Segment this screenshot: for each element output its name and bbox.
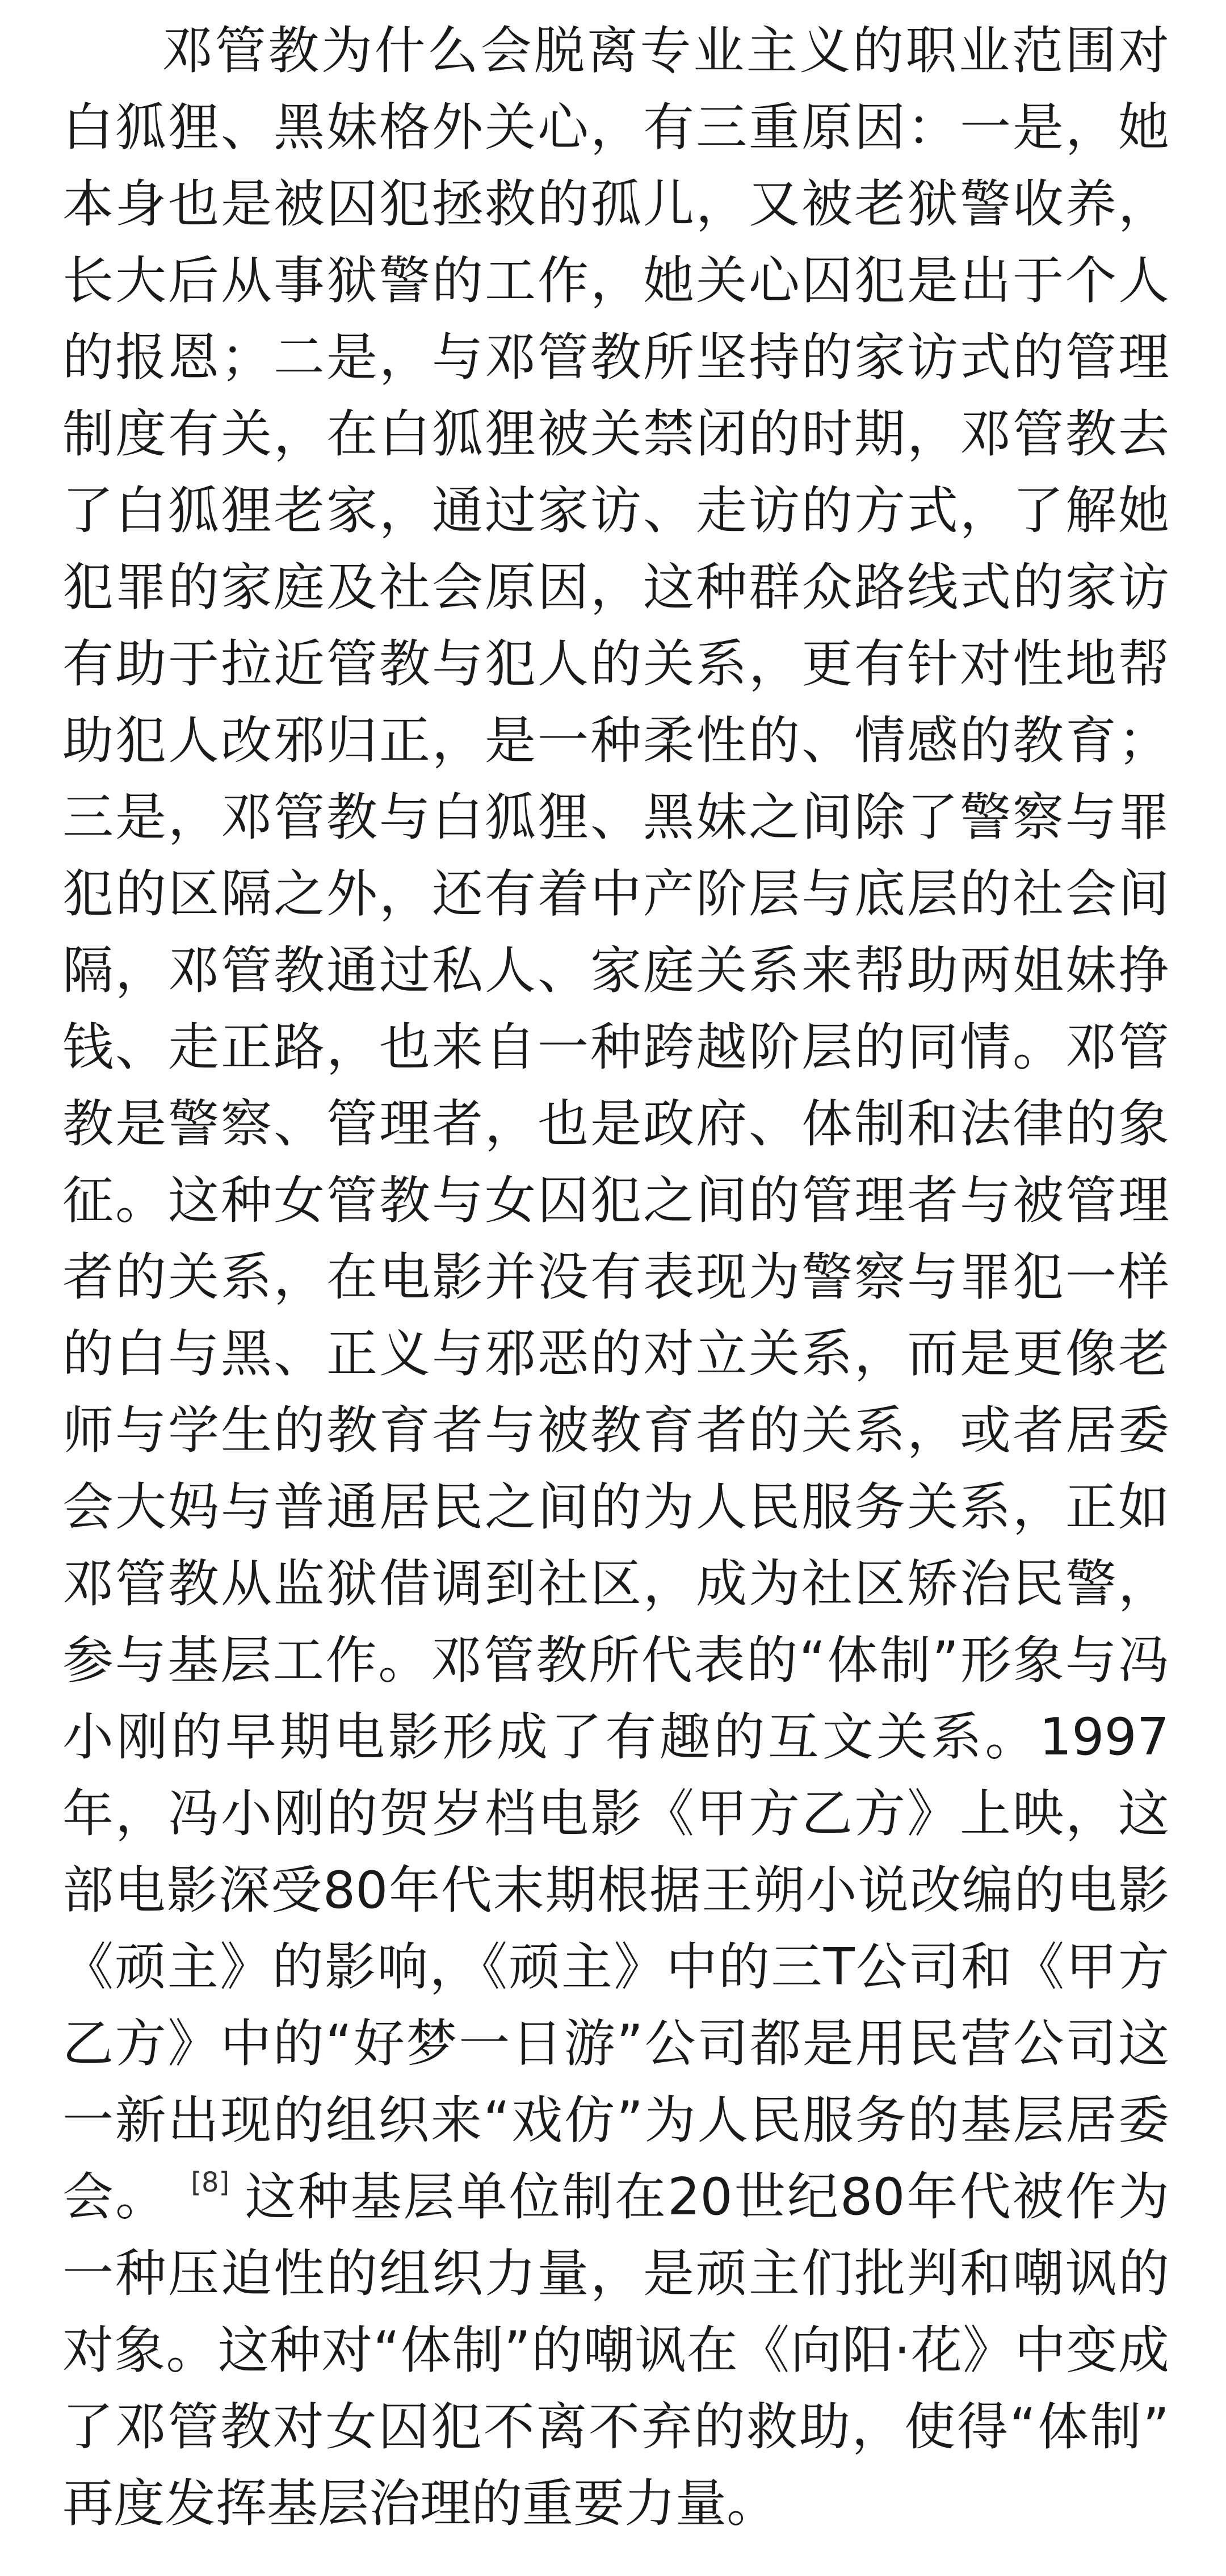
paragraph-line-13: 隔，邓管教通过私人、家庭关系来帮助两姐妹挣 bbox=[62, 941, 1169, 1000]
paragraph-line-17: 者的关系，在电影并没有表现为警察与罪犯一样 bbox=[62, 1247, 1169, 1307]
paragraph-line-32: 了邓管教对女囚犯不离不弃的救助，使得“体制” bbox=[62, 2397, 1170, 2457]
paragraph-line-1: 邓管教为什么会脱离专业主义的职业范围对 bbox=[162, 21, 1169, 81]
paragraph-line-11: 三是，邓管教与白狐狸、黑妹之间除了警察与罪 bbox=[62, 788, 1169, 847]
paragraph-line-21: 邓管教从监狱借调到社区，成为社区矫治民警， bbox=[62, 1554, 1169, 1614]
paragraph-line-3: 本身也是被囚犯拯救的孤儿，又被老狱警收养， bbox=[62, 174, 1169, 234]
paragraph-line-5: 的报恩；二是，与邓管教所坚持的家访式的管理 bbox=[62, 328, 1169, 387]
paragraph-line-10: 助犯人改邪归正，是一种柔性的、情感的教育； bbox=[62, 711, 1169, 770]
paragraph-line-33: 再度发挥基层治理的重要力量。 bbox=[62, 2474, 778, 2533]
paragraph-line-14: 钱、走正路，也来自一种跨越阶层的同情。邓管 bbox=[62, 1017, 1169, 1077]
paragraph-line-31: 对象。这种对“体制”的嘲讽在《向阳·花》中变成 bbox=[62, 2321, 1169, 2380]
paragraph-line-27: 乙方》中的“好梦一日游”公司都是用民营公司这 bbox=[62, 2014, 1170, 2074]
paragraph-line-2: 白狐狸、黑妹格外关心，有三重原因：一是，她 bbox=[62, 98, 1169, 157]
paragraph-line-4: 长大后从事狱警的工作，她关心囚犯是出于个人 bbox=[62, 251, 1169, 311]
paragraph-line-7: 了白狐狸老家，通过家访、走访的方式，了解她 bbox=[62, 481, 1169, 541]
paragraph-line-29-rest: 这种基层单位制在20世纪80年代被作为 bbox=[243, 2167, 1170, 2227]
paragraph-line-18: 的白与黑、正义与邪恶的对立关系，而是更像老 bbox=[62, 1324, 1169, 1384]
paragraph-line-12: 犯的区隔之外，还有着中产阶层与底层的社会间 bbox=[62, 864, 1169, 924]
paragraph-line-29 bbox=[62, 2158, 1169, 2237]
paragraph-line-16: 征。这种女管教与女囚犯之间的管理者与被管理 bbox=[62, 1171, 1169, 1230]
paragraph-line-9: 有助于拉近管教与犯人的关系，更有针对性地帮 bbox=[62, 634, 1169, 694]
paragraph-line-20: 会大妈与普通居民之间的为人民服务关系，正如 bbox=[62, 1477, 1169, 1537]
paragraph-line-8: 犯罪的家庭及社会原因，这种群众路线式的家访 bbox=[62, 558, 1169, 617]
paragraph-line-23: 小刚的早期电影形成了有趣的互文关系。1997 bbox=[62, 1707, 1169, 1767]
paragraph-line-19: 师与学生的教育者与被教育者的关系，或者居委 bbox=[62, 1401, 1169, 1460]
footnote-marker-8[interactable]: [8] bbox=[191, 2167, 230, 2198]
paragraph-line-29-start: 会。 bbox=[62, 2167, 169, 2227]
paragraph-line-6: 制度有关，在白狐狸被关禁闭的时期，邓管教去 bbox=[62, 404, 1169, 464]
paragraph-line-30: 一种压迫性的组织力量，是顽主们批判和嘲讽的 bbox=[62, 2244, 1169, 2303]
paragraph-line-24: 年，冯小刚的贺岁档电影《甲方乙方》上映，这 bbox=[62, 1784, 1169, 1844]
paragraph-line-28: 一新出现的组织来“戏仿”为人民服务的基层居委 bbox=[62, 2091, 1169, 2150]
paragraph-line-22: 参与基层工作。邓管教所代表的“体制”形象与冯 bbox=[62, 1631, 1169, 1690]
paragraph-line-26: 《顽主》的影响，《顽主》中的三T公司和《甲方 bbox=[62, 1937, 1169, 1997]
paragraph-line-25: 部电影深受80年代末期根据王朔小说改编的电影 bbox=[62, 1861, 1169, 1920]
paragraph-line-15: 教是警察、管理者，也是政府、体制和法律的象 bbox=[62, 1094, 1169, 1154]
